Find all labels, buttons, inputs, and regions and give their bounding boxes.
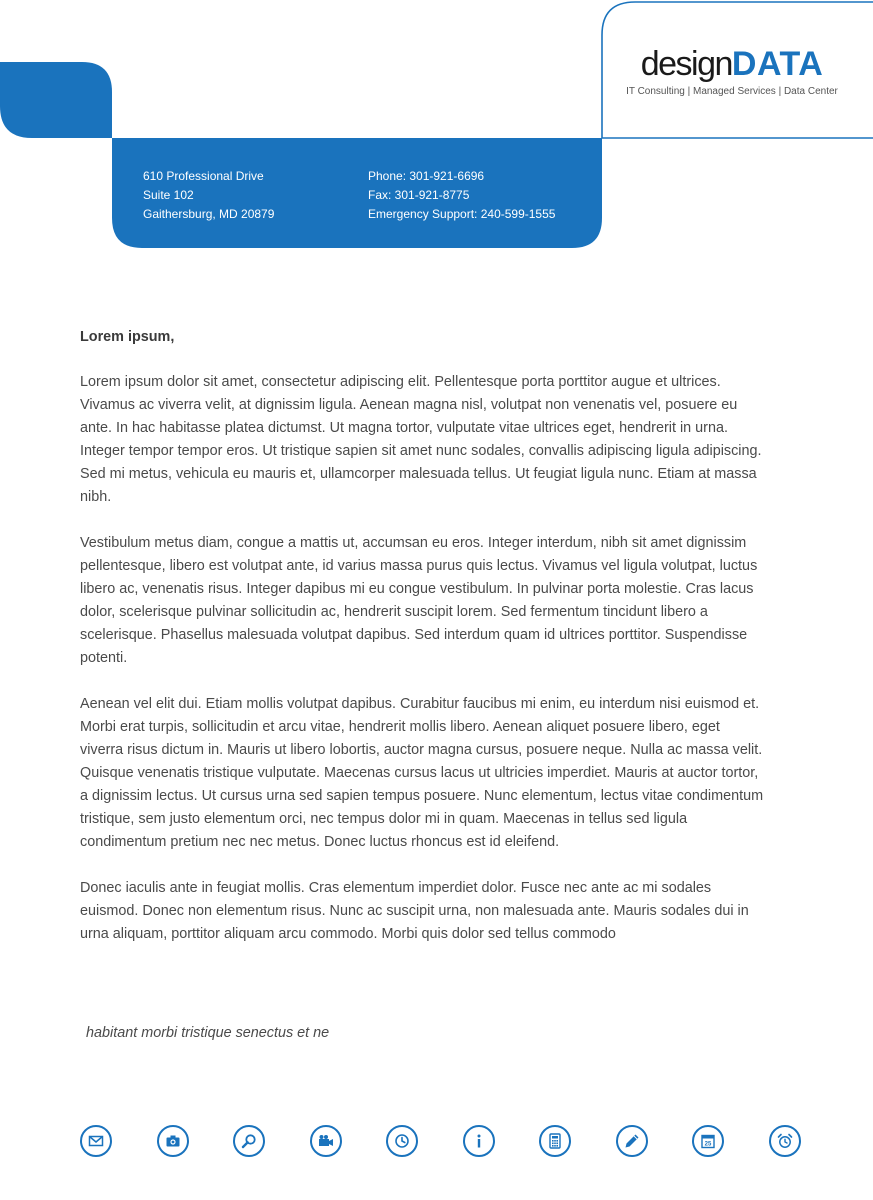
address-line-1: 610 Professional Drive xyxy=(143,169,264,183)
clock-icon xyxy=(386,1125,418,1157)
alarm-clock-icon xyxy=(769,1125,801,1157)
calendar-icon xyxy=(692,1125,724,1157)
info-icon xyxy=(463,1125,495,1157)
logo-tagline: IT Consulting | Managed Services | Data Center xyxy=(626,86,838,97)
calculator-icon xyxy=(539,1125,571,1157)
calendar-day: 25 xyxy=(704,1141,712,1148)
letter-paragraph-3: Aenean vel elit dui. Etiam mollis volutpat dapibus. Curabitur faucibus mi enim, eu interdum nisi euismod et. Morbi erat turpis, sollicitudin et arcu vitae, hendrerit mollis libero. Aenean aliquet posuere libero, eget viverra risus dictum in. Mauris ut libero lobortis, auctor magna cursus, posuere neque. Nulla ac massa velit. Quisque venenatis tristique vulputate. Maecenas cursus lacus ut ultricies imperdiet. Mauris at auctor tortor, a dignissim lectus. Ut cursus urna sed sapien tempus posuere. Nunc elementum, lectus vitae condimentum tristique, sem justo elementum orci, nec tempus dolor mi in quam. Maecenas in tellus sed ligula condimentum pretium nec nec metus. Donec luctus rhoncus est id eleifend. xyxy=(80,696,764,850)
footer-icon-row xyxy=(80,1125,800,1157)
pencil-icon xyxy=(616,1125,648,1157)
logo-text-data: DATA xyxy=(731,45,824,83)
camera-icon xyxy=(157,1125,189,1157)
phone-number: Phone: 301-921-6696 xyxy=(368,169,485,183)
video-camera-icon xyxy=(310,1125,342,1157)
letter-paragraph-4: Donec iaculis ante in feugiat mollis. Cras elementum imperdiet dolor. Fusce nec ante ac mi sodales euismod. Donec non elementum risus. Nunc ac suscipit urna, non malesuada ante. Mauris sodales dui in urna aliquam, porttitor aliquam arcu commodo. Morbi quis dolor sed tellus commodo xyxy=(80,880,749,942)
address-line-3: Gaithersburg, MD 20879 xyxy=(143,207,275,221)
logo-text-design: design xyxy=(640,45,732,83)
emergency-support: Emergency Support: 240-599-1555 xyxy=(368,207,556,221)
search-icon xyxy=(233,1125,265,1157)
mail-icon xyxy=(80,1125,112,1157)
letter-closing: habitant morbi tristique senectus et ne xyxy=(86,1025,330,1041)
fax-number: Fax: 301-921-8775 xyxy=(368,188,470,202)
address-block xyxy=(143,167,274,224)
letter-body xyxy=(80,326,765,969)
left-blue-tab xyxy=(0,62,112,138)
contact-block xyxy=(368,167,555,224)
address-line-2: Suite 102 xyxy=(143,188,194,202)
letter-greeting: Lorem ipsum, xyxy=(80,329,175,345)
company-logo xyxy=(612,44,852,97)
letter-paragraph-1: Lorem ipsum dolor sit amet, consectetur adipiscing elit. Pellentesque porta porttitor augue et ultrices. Vivamus ac viverra velit, at dignissim ligula. Aenean magna nisl, volutpat non venenatis vel, posuere eu ante. In hac habitasse platea dictumst. Ut magna tortor, vulputate vitae ultrices eget, hendrerit in urna. Integer tempor tempor eros. Ut tristique sapien sit amet nunc sodales, convallis adipiscing ligula adipiscing. Sed mi metus, vehicula eu mauris et, ullamcorper malesuada tellus. Ut feugiat ligula nunc. Etiam at massa nibh. xyxy=(80,374,762,505)
letter-paragraph-2: Vestibulum metus diam, congue a mattis ut, accumsan eu eros. Integer interdum, nibh sit amet dignissim pellentesque, libero est volutpat ante, id varius massa purus quis lectus. Vivamus vel ligula volutpat, luctus libero ac, venenatis risus. Integer dapibus mi eu congue vestibulum. In pulvinar porta molestie. Cras lacus dolor, scelerisque pulvinar sollicitudin ac, hendrerit suscipit lorem. Sed fermentum tincidunt libero a scelerisque. Phasellus malesuada volutpat dapibus. Sed interdum quam id ultrices porttitor. Suspendisse potenti. xyxy=(80,535,758,666)
